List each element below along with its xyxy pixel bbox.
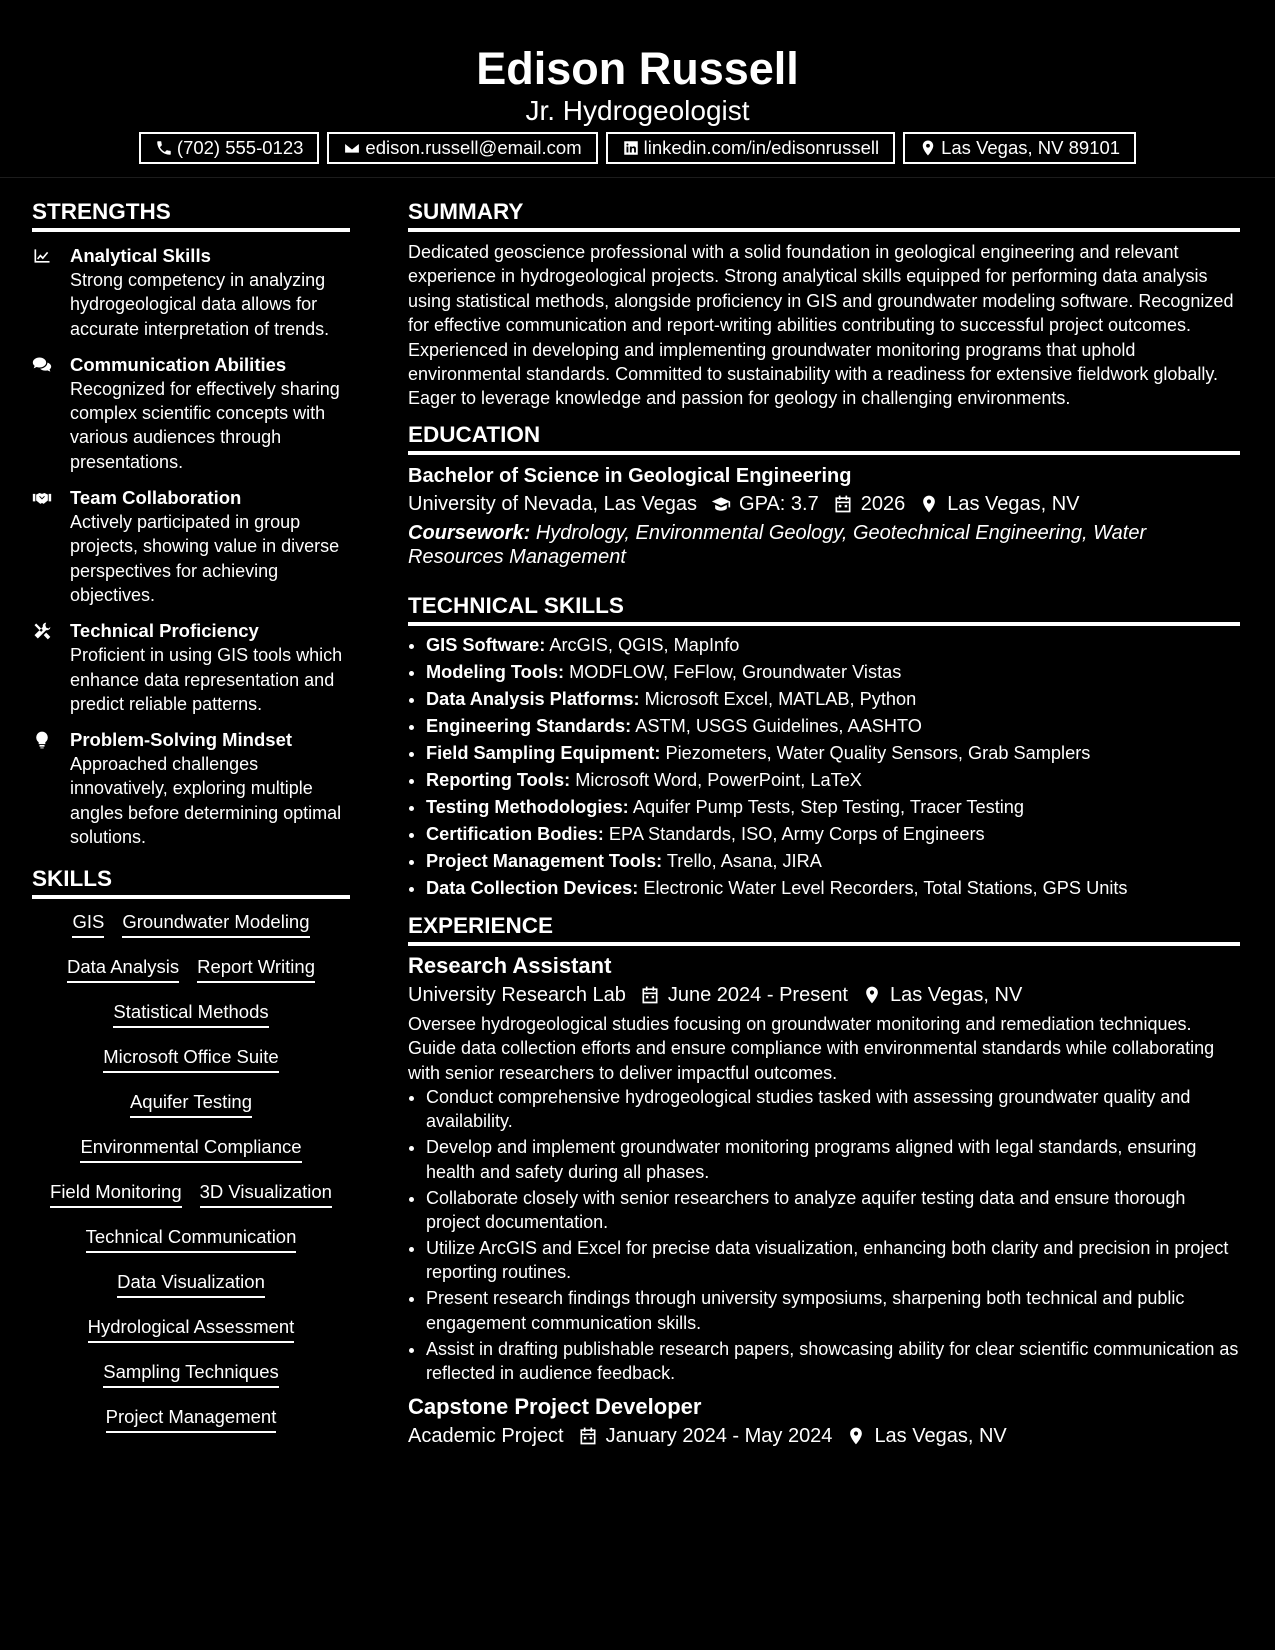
linkedin-text: linkedin.com/in/edisonrussell	[643, 137, 880, 158]
left-column	[32, 198, 350, 1449]
list-item: • Conduct comprehensive hydrogeological studies tasked with assessing groundwater quality and availability.	[426, 1085, 1240, 1134]
list-item: • Reporting Tools: Microsoft Word, PowerPoint, LaTeX	[426, 767, 1240, 794]
school-location: Las Vegas, NV	[947, 492, 1080, 515]
skill-tag: Aquifer Testing	[130, 1089, 252, 1118]
skills-list	[32, 909, 350, 1449]
skill-tag: GIS	[72, 909, 104, 938]
phone-icon	[155, 139, 173, 157]
comments-icon	[32, 355, 52, 375]
list-item: • Data Collection Devices: Electronic Water Level Recorders, Total Stations, GPS Units	[426, 875, 1240, 902]
linkedin-icon	[622, 139, 640, 157]
job-entry	[408, 952, 1240, 1386]
strength-title: Analytical Skills	[70, 245, 211, 266]
location-icon	[919, 139, 937, 157]
email-text: edison.russell@email.com	[365, 137, 582, 158]
education-heading: EDUCATION	[408, 421, 541, 447]
strengths-heading: STRENGTHS	[32, 199, 171, 224]
section-divider	[408, 228, 1240, 232]
skills-heading: SKILLS	[32, 866, 113, 892]
job-dates: January 2024 - May 2024	[605, 1425, 833, 1448]
candidate-name: Edison Russell	[476, 43, 799, 94]
graduation-year: 2026	[860, 492, 906, 515]
strength-item	[32, 486, 350, 607]
strength-title: Problem-Solving Mindset	[70, 729, 293, 751]
lightbulb-icon	[32, 730, 52, 750]
section-divider	[32, 228, 350, 232]
strength-title: Team Collaboration	[70, 487, 242, 509]
contact-bar	[0, 132, 1275, 164]
location-icon	[846, 1426, 866, 1446]
job-dates: June 2024 - Present	[667, 983, 848, 1006]
job-description: Oversee hydrogeological studies focusing on groundwater monitoring and remediation techniques. Guide data collection efforts and ensure compliance with environmental standards while collaborating with senior researchers to deliver impactful outcomes.	[408, 1013, 1215, 1083]
right-column	[408, 198, 1240, 1451]
chart-line-icon	[32, 246, 52, 266]
strength-item	[32, 728, 350, 849]
skill-tag: Statistical Methods	[113, 999, 268, 1028]
section-divider	[32, 895, 350, 899]
calendar-icon	[640, 985, 660, 1005]
list-item: • GIS Software: ArcGIS, QGIS, MapInfo	[426, 632, 1240, 659]
contact-location	[903, 132, 1136, 164]
resume-header	[0, 0, 1275, 178]
skill-tag: Sampling Techniques	[103, 1359, 279, 1388]
strength-desc: Actively participated in group projects, showing value in diverse perspectives for achieving objectives.	[70, 512, 340, 605]
job-meta	[408, 980, 1240, 1010]
email-icon	[343, 139, 361, 157]
skill-tag: Environmental Compliance	[80, 1134, 301, 1163]
skill-tag: Technical Communication	[86, 1224, 297, 1253]
graduation-cap-icon	[711, 494, 731, 514]
strength-desc: Strong competency in analyzing hydrogeological data allows for accurate interpretation of trends.	[70, 270, 330, 339]
summary-text: Dedicated geoscience professional with a solid foundation in geological engineering and relevant experience in hydrogeological projects. Strong analytical skills equipped for performing data analysis using statistical methods, alongside proficiency in GIS and groundwater modeling software. Recognized for effective communication and report-writing abilities contributing to successful project outcomes. Experienced in developing and implementing groundwater monitoring programs that uphold environmental standards. Committed to sustainability with a readiness for extensive fieldwork globally. Eager to leverage knowledge and passion for geology in challenging environments.	[408, 242, 1234, 409]
job-org: University Research Lab	[408, 983, 626, 1006]
skill-tag: Data Visualization	[117, 1269, 265, 1298]
skill-tag: Microsoft Office Suite	[103, 1044, 278, 1073]
skill-tag: Project Management	[106, 1404, 277, 1433]
location-text: Las Vegas, NV 89101	[941, 137, 1121, 158]
contact-email[interactable]	[327, 132, 597, 164]
list-item: • Develop and implement groundwater monitoring programs aligned with legal standards, ensuring health and safety during all phases.	[426, 1135, 1240, 1184]
list-item: • Certification Bodies: EPA Standards, ISO, Army Corps of Engineers	[426, 821, 1240, 848]
skill-tag: Data Analysis	[67, 954, 179, 983]
coursework-list: Hydrology, Environmental Geology, Geotechnical Engineering, Water Resources Management	[408, 521, 1147, 569]
education-meta	[408, 489, 1240, 519]
experience-heading: EXPERIENCE	[408, 912, 554, 938]
job-bullets	[408, 1085, 1240, 1385]
school-name: University of Nevada, Las Vegas	[408, 492, 698, 515]
job-role: Capstone Project Developer	[408, 1394, 702, 1420]
calendar-icon	[833, 494, 853, 514]
contact-linkedin[interactable]	[606, 132, 895, 164]
location-icon	[862, 985, 882, 1005]
strength-item	[32, 244, 350, 341]
phone-text: (702) 555-0123	[176, 137, 304, 158]
section-divider	[408, 451, 1240, 455]
skill-tag: Hydrological Assessment	[88, 1314, 295, 1343]
strength-desc: Proficient in using GIS tools which enhance data representation and predict reliable patterns.	[70, 645, 343, 714]
strength-desc: Recognized for effectively sharing complex scientific concepts with various audiences through presentations.	[70, 378, 340, 472]
strength-title: Communication Abilities	[70, 353, 287, 375]
job-entry	[408, 1393, 1240, 1451]
job-meta	[408, 1421, 1240, 1451]
technical-skills-heading: TECHNICAL SKILLS	[408, 592, 624, 618]
skill-tag: Field Monitoring	[50, 1179, 182, 1208]
section-divider	[408, 622, 1240, 626]
calendar-icon	[578, 1426, 598, 1446]
skill-tag: 3D Visualization	[200, 1179, 332, 1208]
strength-item	[32, 353, 350, 474]
job-role: Research Assistant	[408, 952, 612, 978]
degree-title: Bachelor of Science in Geological Engineering	[408, 464, 852, 487]
strength-item	[32, 619, 350, 716]
gpa: GPA: 3.7	[739, 492, 819, 515]
coursework-label: Coursework:	[408, 521, 531, 544]
skill-tag: Groundwater Modeling	[122, 909, 309, 938]
skill-tag: Report Writing	[197, 954, 315, 983]
contact-phone[interactable]	[139, 132, 320, 164]
list-item: • Field Sampling Equipment: Piezometers, Water Quality Sensors, Grab Samplers	[426, 740, 1240, 767]
list-item: • Collaborate closely with senior researchers to analyze aquifer testing data and ensure thorough project documentation.	[426, 1186, 1240, 1235]
strength-title: Technical Proficiency	[70, 620, 259, 642]
job-location: Las Vegas, NV	[890, 983, 1023, 1006]
job-org: Academic Project	[408, 1425, 564, 1448]
technical-skills-list	[408, 632, 1240, 902]
list-item: • Modeling Tools: MODFLOW, FeFlow, Groundwater Vistas	[426, 659, 1240, 686]
summary-heading: SUMMARY	[408, 199, 524, 224]
list-item: • Assist in drafting publishable research papers, showcasing ability for clear scientific communication as reflected in audience feedback.	[426, 1337, 1240, 1386]
list-item: • Project Management Tools: Trello, Asana, JIRA	[426, 848, 1240, 875]
job-location: Las Vegas, NV	[874, 1425, 1007, 1448]
list-item: • Testing Methodologies: Aquifer Pump Tests, Step Testing, Tracer Testing	[426, 794, 1240, 821]
job-title: Jr. Hydrogeologist	[525, 95, 750, 126]
coursework	[408, 521, 1240, 570]
strength-desc: Approached challenges innovatively, exploring multiple angles before determining optimal solutions.	[70, 754, 342, 848]
tools-icon	[32, 621, 52, 641]
location-icon	[919, 494, 939, 514]
section-divider	[408, 942, 1240, 946]
list-item: • Present research findings through university symposiums, sharpening both technical and public engagement communication skills.	[426, 1286, 1240, 1335]
list-item: • Engineering Standards: ASTM, USGS Guidelines, AASHTO	[426, 713, 1240, 740]
list-item: • Utilize ArcGIS and Excel for precise data visualization, enhancing both clarity and precision in project reporting routines.	[426, 1236, 1240, 1285]
handshake-icon	[32, 488, 52, 508]
list-item: • Data Analysis Platforms: Microsoft Excel, MATLAB, Python	[426, 686, 1240, 713]
